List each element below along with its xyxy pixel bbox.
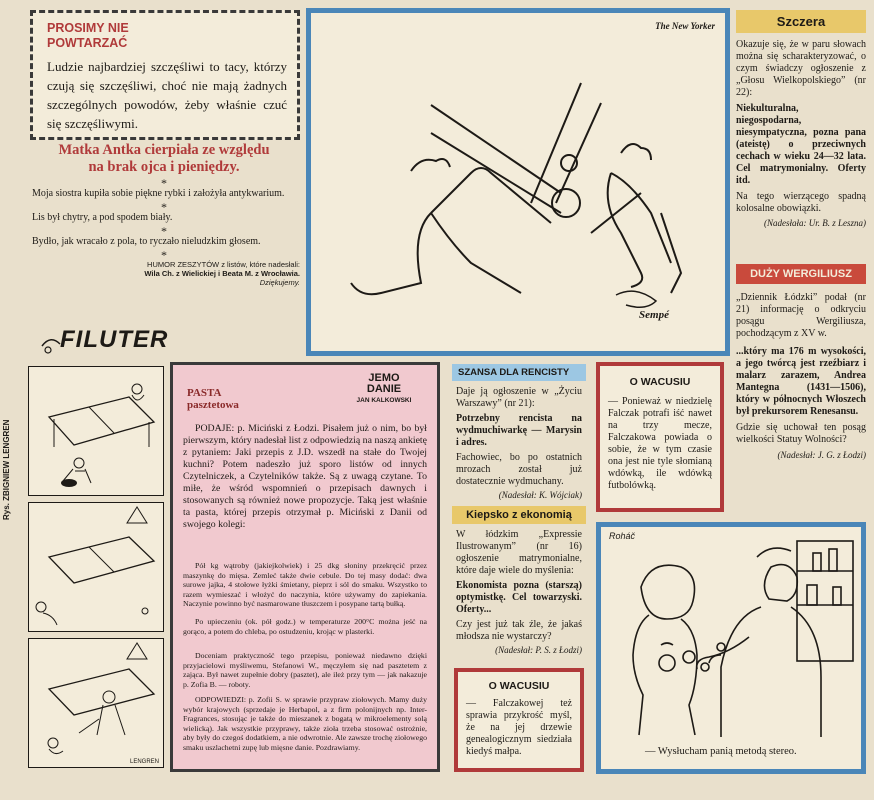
- filuter-logo: [38, 320, 188, 364]
- matka-footer-names: Wila Ch. z Wielickiej i Beata M. z Wrocławia.: [144, 269, 300, 278]
- wergiliusz-section: [736, 264, 866, 522]
- filuter-strip: [28, 366, 164, 768]
- matka-title-line1: Matka Antka cierpiała ze względu: [58, 142, 270, 158]
- pasta-para-3: Po upieczeniu (ok. pół godz.) w temperaturze 200°C można jeść na gorąco, a potem do chleba, po ostudzeniu, krojąc w plasterki.: [183, 617, 427, 636]
- szczera-quote: Niekulturalna, niegospodarna, niesympatyczna, pozna pana (ateistę) o przeciwnych cechach w wieku 24—32 lata. Cel matrymonialny. Oferty itd.: [736, 103, 866, 186]
- matka-title: [28, 142, 300, 176]
- kiepsko-outro: Czy jest już tak źle, że jakaś młodsza nie wystarczy?: [456, 619, 582, 642]
- kiepsko-quote: Ekonomista pozna (starszą) optymistkę. Cel towarzyski. Oferty...: [456, 580, 582, 615]
- jemo-logo-line1: JEMO: [368, 372, 400, 384]
- kiepsko-sender: (Nadesłał: P. S. z Łodzi): [495, 645, 582, 655]
- wacusiu-2-text: — Falczakowej też sprawia przykrość myśl, że na jej drzewie genealogicznym siedziała kiedyś małpa.: [466, 698, 572, 757]
- pasta-title: PASTA: [187, 387, 222, 399]
- szczera-outro: Na tego wierzącego spadną kolosalne obowiązki.: [736, 191, 866, 214]
- matka-item-1: Moja siostra kupiła sobie piękne rybki i założyła antykwarium.: [32, 188, 285, 199]
- prosimy-title: [47, 21, 129, 51]
- prosimy-title-line1: PROSIMY NIE: [47, 21, 129, 35]
- pasta-para-1: PODAJE: p. Miciński z Łodzi. Pisałem już o nim, bo był pierwszym, który nadesłał list z odpowiedzią na naszą ankietę z pytaniem: Jaki przepis z J.D. wszedł na stałe do Twojej kuchni? Potem nadeszło już sporo listów od innych Czytelniczek, a Czytelników także. Są z uwagą czytane. To miłe, że wśród wspomnień o przepisach dawnych i stosowanych są również nowe propozycje. Taką jest właśnie ta pasta, której przepis otrzymał p. Miciński z Danii od swojego kolegi:: [183, 423, 427, 530]
- prosimy-title-line2: POWTARZAĆ: [47, 36, 128, 50]
- wergiliusz-outro: Gdzie się uchował ten posąg wielkości Statuy Wolności?: [736, 422, 866, 445]
- doctor-cartoon-signature: Roháč: [609, 531, 636, 541]
- matka-footer-lead: HUMOR ZESZYTÓW z listów, które nadesłali:: [147, 260, 300, 269]
- doctor-patient-illustration-icon: [601, 527, 861, 737]
- matka-footer: [28, 260, 300, 287]
- cartoon-top-signature: Sempé: [639, 309, 669, 321]
- wergiliusz-sender: (Nadesłał: J. G. z Łodzi): [777, 450, 866, 460]
- kiepsko-section: [452, 506, 586, 666]
- jemo-danie-logo: [343, 373, 425, 419]
- jemo-logo-author: JAN KALKOWSKI: [356, 397, 412, 404]
- pasta-box: [170, 362, 440, 772]
- wergiliusz-quote: ...który ma 176 m wysokości, a jego twórcą jest rzeźbiarz i malarz zarazem, Andrea Mantegna (1431—1506), który w północnych Włoszech był prekursorem Renesansu.: [736, 346, 866, 417]
- doctor-cartoon: [596, 522, 866, 774]
- filuter-logo-text: FILUTER: [60, 326, 169, 353]
- filuter-panel-1: [28, 366, 164, 496]
- szczera-sender: (Nadesłała: Ur. B. z Leszna): [763, 218, 866, 228]
- kiepsko-tag: Kiepsko z ekonomią: [452, 506, 586, 524]
- matka-item-3: Bydło, jak wracało z pola, to ryczało nieludzkim głosem.: [32, 236, 261, 247]
- prosimy-text: Ludzie najbardziej szczęśliwi to tacy, którzy czują się szczęśliwi, choć nie mają żadnych szczególnych powodów, żeby właśnie czuć się szczęśliwymi.: [47, 59, 287, 131]
- szansa-quote: Potrzebny rencista na wydmuchiwarkę — Marysin i adres.: [456, 413, 582, 448]
- filuter-panel-2: [28, 502, 164, 632]
- wacusiu-2-title: O WACUSIU: [488, 680, 550, 692]
- wergiliusz-intro: „Dziennik Łódzki” podał (nr 21) informację o odkryciu posągu Wergiliusza, pochodzącym z XV w.: [736, 292, 866, 339]
- pasta-heading: [187, 387, 239, 411]
- szansa-sender: (Nadesłał: K. Wójciak): [498, 490, 582, 500]
- wacusiu-box-1: [596, 362, 724, 512]
- wergiliusz-tag: DUŻY WERGILIUSZ: [736, 264, 866, 284]
- szczera-intro: Okazuje się, że w paru słowach można się scharakteryzować, o czym świadczy ogłoszenie z „Głosu Wielkopolskiego” (nr 22):: [736, 39, 866, 98]
- filuter-signature: LENGREN: [129, 759, 159, 765]
- jemo-logo-line2: DANIE: [366, 383, 402, 395]
- doctor-cartoon-caption: — Wysłucham panią metodą stereo.: [645, 746, 797, 757]
- pasta-subtitle: pasztetowa: [187, 399, 239, 411]
- kiepsko-intro: W łódzkim „Expressie Ilustrowanym” (nr 16) ogłoszenie matrymonialne, które daje wiele do myślenia:: [456, 529, 582, 576]
- wacusiu-1-title: O WACUSIU: [629, 376, 691, 388]
- matka-title-line2: na brak ojca i pieniędzy.: [88, 159, 240, 175]
- pasta-para-4: Doceniam praktyczność tego przepisu, ponieważ niedawno dzięki przyjacielowi myśliwemu, Stefanowi W., męczyłem się nad pasztetem z zająca. Był nawet zupełnie dobry (pasztet), ale ileż przy tym — jak nakazuje p. Zofia B. — roboty.: [183, 651, 427, 689]
- filuter-panel-3: [28, 638, 164, 768]
- lamp-dog-scene-icon: [29, 503, 163, 631]
- wacusiu-1-text: — Ponieważ w niedzielę Falczak potrafi iść nawet na trzy mecze, Falczakowa powiada o sobie, że w tym czasie ona jest nie tyle słomianą wdówką, ile wdówką futbolówką.: [608, 396, 712, 491]
- matka-item-2: Lis był chytry, a pod spodem biały.: [32, 212, 173, 223]
- doctor-dog-scene-icon: [29, 639, 163, 767]
- side-credit-text: Rys. ZBIGNIEW LENGREN: [2, 419, 11, 520]
- side-credit: [0, 360, 14, 520]
- szczera-section: [736, 10, 866, 260]
- prosimy-box: [30, 10, 300, 140]
- szansa-intro: Daje ją ogłoszenie w „Życiu Warszawy” (nr 21):: [456, 386, 582, 409]
- wacusiu-box-2: [454, 668, 584, 772]
- cartoon-credit: The New Yorker: [655, 21, 715, 31]
- pasta-para-5: ODPOWIEDZI: p. Zofii S. w sprawie przypraw ziołowych. Mamy duży wybór krajowych (sprzedaje je Herbapol, a z firm polonijnych np. Inter-Fragrances, stosując je także do mieszanek z bogatą w mikroelementy solą wielicką). Jak wszystkie przyprawy, także zioła trzeba stosować ostrożnie, aby były do czegoś dodatkiem, a nie odwrotnie. Ale zawsze trochę ziołowego smaku uszlachetni zupę lub mięsne danie. Pozdrawiamy.: [183, 695, 427, 752]
- matka-footer-thanks: Dziękujemy.: [259, 278, 300, 287]
- szansa-section: [452, 364, 586, 504]
- scissors-fencers-illustration-icon: [311, 13, 725, 351]
- ping-pong-scene-icon: [29, 367, 163, 495]
- szansa-tag: SZANSA DLA RENCISTY: [452, 364, 586, 381]
- matka-section: Matka Antka cierpiała ze względu na brak ojca i pieniędzy. * Moja siostra kupiła sobie piękne rybki i założyła antykwarium. * Lis był chytry, a pod spodem biały. * Bydło, jak wracało z pola, to ryczało nieludzkim głosem. * HUMOR ZESZYTÓW z listów, które nadesłali: Wila Ch. z Wielickiej i Beata M. z Wrocławia. Dziękujemy.: [28, 142, 300, 312]
- pasta-para-2: Pół kg wątroby (jakiejkolwiek) i 25 dkg słoniny przekręcić przez maszynkę do mięsa. Zemleć także dwie cebule. Do tej masy dodać: dwa surowe jajka, 4 stołowe łyżki śmietany, pieprz i sól do smaku. Wszystko to razem wymieszać i włożyć do naczynia, które używamy do zapiekania. Naczynie powinno być nasmarowane tłuszczem i posypane tartą bułką.: [183, 561, 427, 608]
- szansa-outro: Fachowiec, bo po ostatnich mrozach został już dostatecznie wydmuchany.: [456, 452, 582, 487]
- szczera-tag: Szczera: [736, 10, 866, 33]
- cartoon-top: [306, 8, 730, 356]
